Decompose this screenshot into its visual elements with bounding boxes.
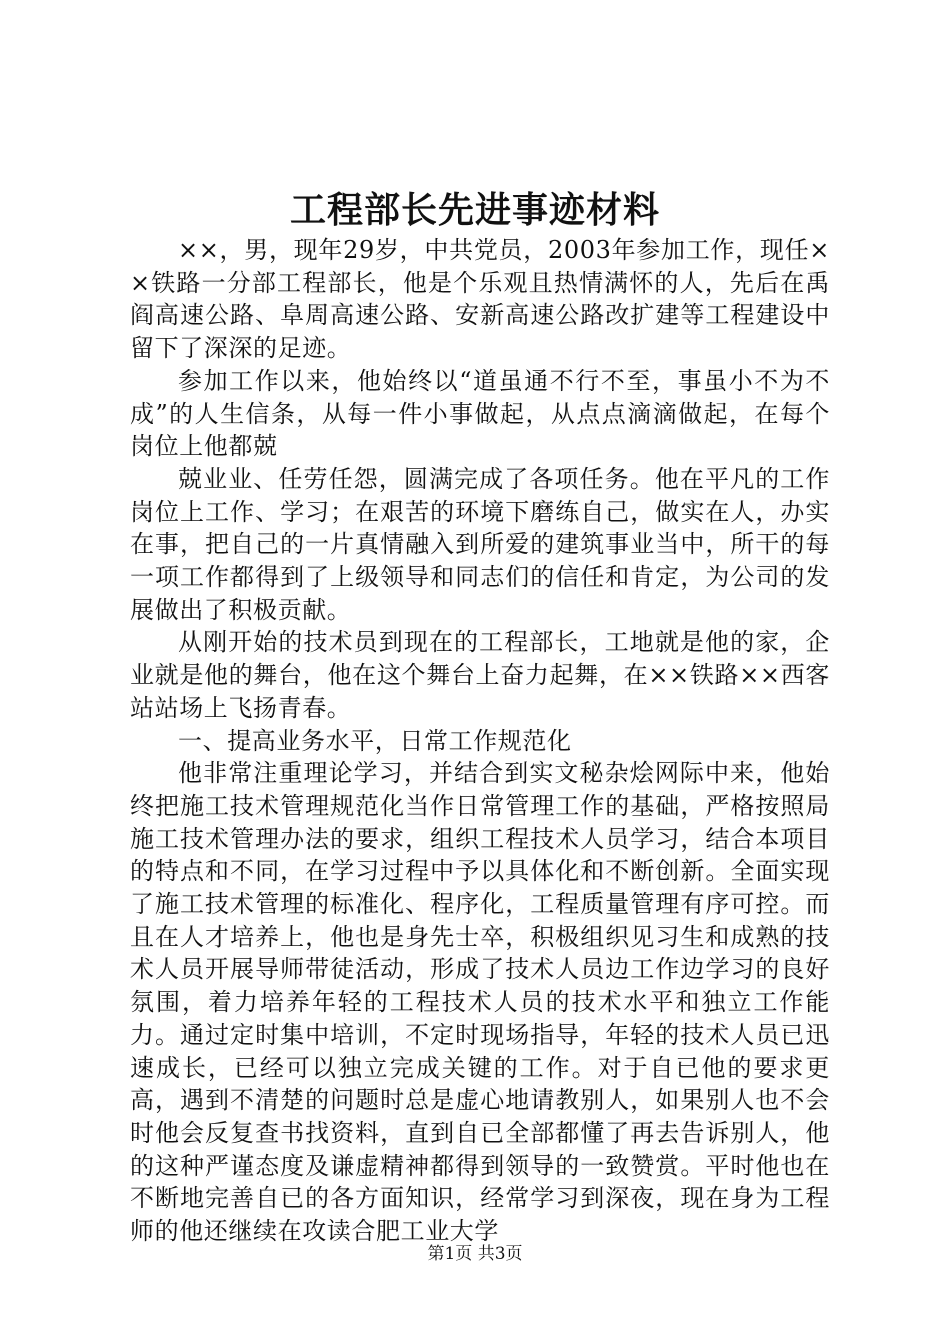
page-number-footer: 第1页 共3页 (427, 1244, 523, 1264)
paragraph-intro: ××，男，现年29岁，中共党员，2003年参加工作，现任××铁路一分部工程部长，他是个乐观且热情满怀的人，先后在禹阎高速公路、阜周高速公路、安新高速公路改扩建等工程建设中留下了深深的足迹。 (130, 236, 830, 363)
paragraph-diligence: 兢业业、任劳任怨，圆满完成了各项任务。他在平凡的工作岗位上工作、学习；在艰苦的环境下磨练自己，做实在人，办实在事，把自己的一片真情融入到所爱的建筑事业当中，所干的每一项工作都得到了上级领导和同志们的信任和肯定，为公司的发展做出了积极贡献。 (130, 464, 830, 624)
document-body (130, 234, 830, 1248)
section-heading: 一、提高业务水平，日常工作规范化 (178, 726, 572, 755)
paragraph-study: 他非常注重理论学习，并结合到实文秘杂烩网际中来，他始终把施工技术管理规范化当作日常管理工作的基础，严格按照局施工技术管理办法的要求，组织工程技术人员学习，结合本项目的特点和不同，在学习过程中予以具体化和不断创新。全面实现了施工技术管理的标准化、程序化，工程质量管理有序可控。而且在人才培养上，他也是身先士卒，积极组织见习生和成熟的技术人员开展导师带徒活动，形成了技术人员边工作边学习的良好氛围，着力培养年轻的工程技术人员的技术水平和独立工作能力。通过定时集中培训，不定时现场指导，年轻的技术人员已迅速成长，已经可以独立完成关键的工作。对于自已他的要求更高，遇到不清楚的问题时总是虚心地请教别人，如果别人也不会时他会反复查书找资料，直到自已全部都懂了再去告诉别人，他的这种严谨态度及谦虚精神都得到领导的一致赞赏。平时他也在不断地完善自已的各方面知识，经常学习到深夜，现在身为工程师的他还继续在攻读合肥工业大学 (130, 759, 830, 1246)
document-title: 工程部长先进事迹材料 (289, 189, 660, 231)
paragraph-motto: 参加工作以来，他始终以“道虽通不行不至，事虽小不为不成”的人生信条，从每一件小事做起，从点点滴滴做起，在每个岗位上他都兢 (130, 366, 830, 461)
paragraph-career: 从刚开始的技术员到现在的工程部长，工地就是他的家，企业就是他的舞台，他在这个舞台上奋力起舞，在××铁路××西客站站场上飞扬青春。 (130, 628, 830, 722)
